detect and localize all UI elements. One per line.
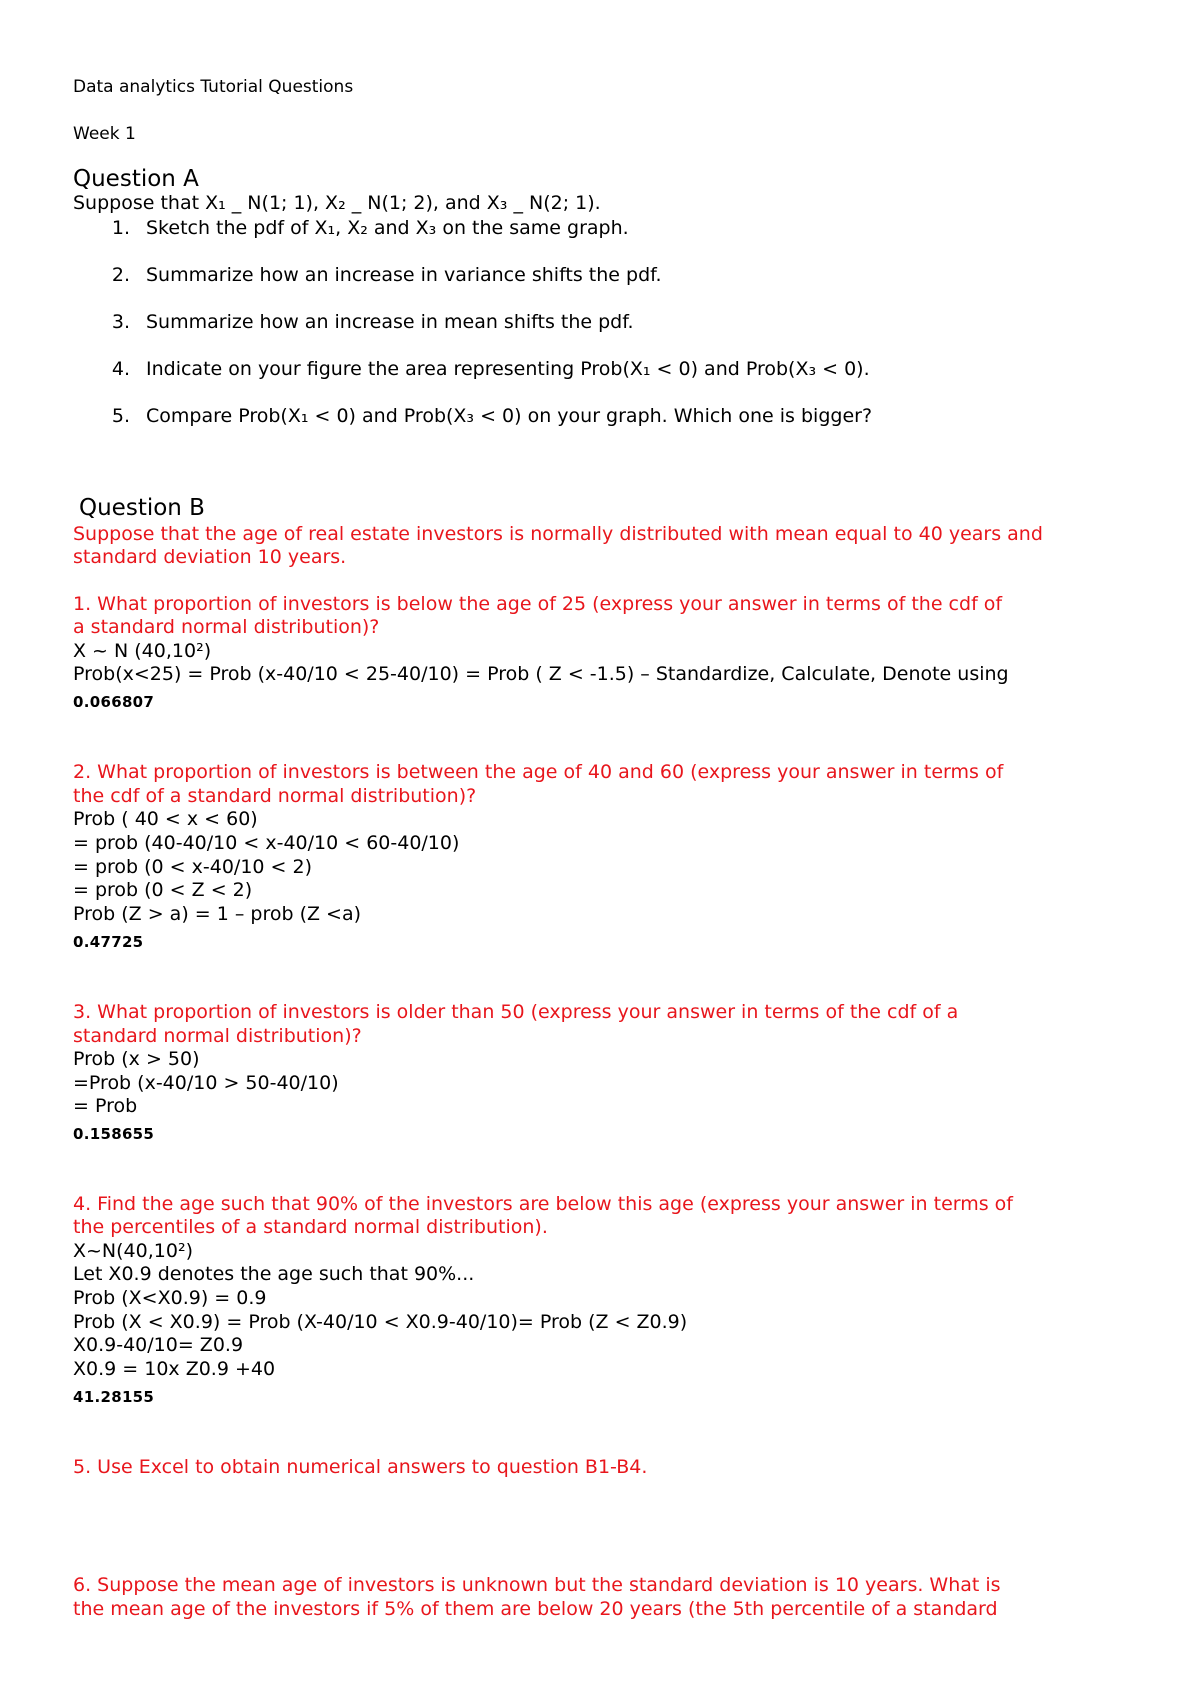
answer-work-line: =Prob (x-40/10 > 50-40/10) bbox=[73, 1072, 339, 1094]
question-b6-line1: 6. Suppose the mean age of investors is unknown but the standard deviation is 10 years. What is bbox=[73, 1574, 1001, 1596]
list-text: Indicate on your figure the area representing Prob(X₁ < 0) and Prob(X₃ < 0). bbox=[146, 358, 870, 380]
question-b6-line2: the mean age of the investors if 5% of them are below 20 years (the 5th percentile of a standard bbox=[73, 1598, 998, 1620]
list-number: 5. bbox=[111, 405, 130, 427]
answer-work-line: X0.9-40/10= Z0.9 bbox=[73, 1334, 244, 1356]
answer-work-line: = prob (0 < Z < 2) bbox=[73, 879, 253, 901]
question-b1-line2: a standard normal distribution)? bbox=[73, 616, 380, 638]
answer-work-line: X~N(40,10²) bbox=[73, 1240, 193, 1262]
question-b-intro-line1: Suppose that the age of real estate investors is normally distributed with mean equal to 40 years and bbox=[73, 523, 1043, 545]
question-b2-line1: 2. What proportion of investors is between the age of 40 and 60 (express your answer in terms of bbox=[73, 761, 1004, 783]
list-number: 3. bbox=[111, 311, 130, 333]
answer-work-line: Prob (X < X0.9) = Prob (X-40/10 < X0.9-40/10)= Prob (Z < Z0.9) bbox=[73, 1311, 688, 1333]
answer-work-line: X ~ N (40,10²) bbox=[73, 640, 212, 662]
list-number: 1. bbox=[111, 217, 130, 239]
answer-work-line: = prob (40-40/10 < x-40/10 < 60-40/10) bbox=[73, 832, 460, 854]
answer-work-line: Prob ( 40 < x < 60) bbox=[73, 808, 258, 830]
answer-work-line: Prob (x > 50) bbox=[73, 1048, 200, 1070]
question-b4-line1: 4. Find the age such that 90% of the investors are below this age (express your answer in terms of bbox=[73, 1193, 1013, 1215]
answer-work-line: Let X0.9 denotes the age such that 90%... bbox=[73, 1263, 475, 1285]
question-b4-line2: the percentiles of a standard normal distribution). bbox=[73, 1216, 548, 1238]
list-number: 2. bbox=[111, 264, 130, 286]
list-text: Summarize how an increase in variance shifts the pdf. bbox=[146, 264, 662, 286]
question-b-intro-line2: standard deviation 10 years. bbox=[73, 546, 347, 568]
answer-work-line: = prob (0 < x-40/10 < 2) bbox=[73, 856, 312, 878]
question-b5-line1: 5. Use Excel to obtain numerical answers to question B1-B4. bbox=[73, 1456, 648, 1478]
question-b1-line1: 1. What proportion of investors is below the age of 25 (express your answer in terms of the cdf of bbox=[73, 593, 1003, 615]
answer-work-line: = Prob bbox=[73, 1095, 138, 1117]
list-number: 4. bbox=[111, 358, 130, 380]
question-b3-line2: standard normal distribution)? bbox=[73, 1025, 362, 1047]
question-b2-line2: the cdf of a standard normal distribution)? bbox=[73, 785, 477, 807]
document-title: Data analytics Tutorial Questions bbox=[73, 77, 354, 97]
answer-work-line: Prob (X<X0.9) = 0.9 bbox=[73, 1287, 267, 1309]
question-b-heading: Question B bbox=[79, 495, 205, 521]
answer-value: 41.28155 bbox=[73, 1388, 155, 1406]
week-label: Week 1 bbox=[73, 124, 136, 144]
question-a-intro: Suppose that X₁ _ N(1; 1), X₂ _ N(1; 2), and X₃ _ N(2; 1). bbox=[73, 192, 601, 214]
list-text: Compare Prob(X₁ < 0) and Prob(X₃ < 0) on your graph. Which one is bigger? bbox=[146, 405, 873, 427]
answer-work-line: Prob(x<25) = Prob (x-40/10 < 25-40/10) = Prob ( Z < -1.5) – Standardize, Calculate, Denote using bbox=[73, 663, 1009, 685]
answer-value: 0.47725 bbox=[73, 933, 144, 951]
list-text: Sketch the pdf of X₁, X₂ and X₃ on the same graph. bbox=[146, 217, 629, 239]
answer-work-line: X0.9 = 10x Z0.9 +40 bbox=[73, 1358, 276, 1380]
answer-value: 0.158655 bbox=[73, 1125, 155, 1143]
question-b3-line1: 3. What proportion of investors is older than 50 (express your answer in terms of the cdf of a bbox=[73, 1001, 959, 1023]
list-text: Summarize how an increase in mean shifts the pdf. bbox=[146, 311, 634, 333]
question-a-heading: Question A bbox=[73, 166, 199, 192]
answer-value: 0.066807 bbox=[73, 693, 155, 711]
answer-work-line: Prob (Z > a) = 1 – prob (Z <a) bbox=[73, 903, 362, 925]
